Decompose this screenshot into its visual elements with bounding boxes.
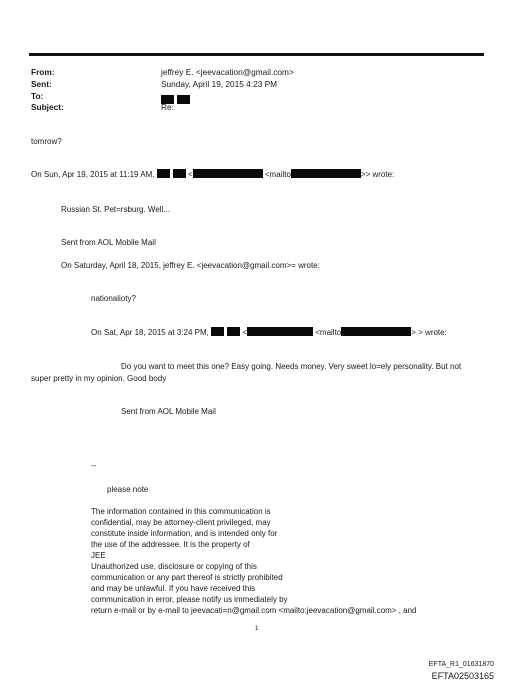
notice-line: return e-mail or by e-mail to jeevacati=n@gmail.com <mailto:jeevacation@gmail.com> , and bbox=[91, 606, 417, 615]
bates-id-2: EFTA02503165 bbox=[431, 671, 494, 681]
notice-line: communication or any part thereof is strictly prohibited bbox=[91, 573, 283, 582]
quote-header-1 bbox=[31, 169, 394, 180]
redaction-block bbox=[173, 169, 186, 178]
redaction-block bbox=[247, 327, 313, 336]
sent-value: Sunday, April 19, 2015 4:23 PM bbox=[161, 79, 278, 89]
quoted-text: Russian St. Pet=rsburg. Well... bbox=[61, 205, 171, 214]
quote-header-1-lt: < bbox=[187, 170, 193, 179]
quote-header-3-lt: < bbox=[242, 328, 247, 337]
subject-value: Re: bbox=[161, 102, 174, 112]
quote-header-1-suffix: >> wrote: bbox=[360, 170, 395, 179]
to-label: To: bbox=[31, 91, 44, 101]
notice-line: constitute inside information, and is intended only for bbox=[91, 529, 278, 538]
notice-line: JEE bbox=[91, 551, 106, 560]
redaction-block bbox=[193, 169, 263, 178]
redaction-block bbox=[291, 169, 361, 178]
message-text: tomrow? bbox=[31, 137, 62, 146]
header-rule bbox=[29, 53, 484, 56]
quote-header-1-prefix: On Sun, Apr 19, 2015 at 11:19 AM, bbox=[31, 170, 155, 179]
quote-header-3 bbox=[91, 327, 447, 338]
redaction-block bbox=[227, 327, 240, 336]
notice-line: Unauthorized use, disclosure or copying of this bbox=[91, 562, 257, 571]
subject-label: Subject: bbox=[31, 102, 64, 112]
signature-aol-2: Sent from AOL Mobile Mail bbox=[121, 407, 216, 416]
redaction-block bbox=[157, 169, 170, 178]
from-label: From: bbox=[31, 67, 55, 77]
notice-line: The information contained in this communication is bbox=[91, 507, 271, 516]
notice-line: the use of the addressee. It is the property of bbox=[91, 540, 250, 549]
notice-line: and may be unlawful. If you have received this bbox=[91, 584, 256, 593]
quote-header-3-mailto: <mailto bbox=[315, 328, 342, 337]
separator-dashes: -- bbox=[91, 461, 97, 470]
from-value: jeffrey E. <jeevacation@gmail.com> bbox=[161, 67, 294, 77]
sent-label: Sent: bbox=[31, 79, 52, 89]
quoted-text-2: nationalioty? bbox=[91, 294, 136, 303]
quoted-paragraph-line-1: Do you want to meet this one? Easy going. Needs money. Very sweet lo=ely personality. But not bbox=[121, 362, 462, 371]
signature-aol-1: Sent from AOL Mobile Mail bbox=[61, 238, 156, 247]
redaction-block bbox=[211, 327, 224, 336]
quote-header-1-mailto: <mailto bbox=[264, 170, 291, 179]
notice-line: communication in error, please notify us immediately by bbox=[91, 595, 288, 604]
redaction-block bbox=[341, 327, 411, 336]
notice-line: confidential, may be attorney-client privileged, may bbox=[91, 518, 271, 527]
quote-header-3-prefix: On Sat, Apr 18, 2015 at 3:24 PM, bbox=[91, 328, 209, 337]
quote-header-2: On Saturday, April 18, 2015, jeffrey E. <jeevacation@gmail.com>= wrote: bbox=[61, 261, 320, 270]
quoted-paragraph-line-2: super pretty in my opinion. Good body bbox=[31, 374, 167, 383]
bates-id-1: EFTA_R1_01631870 bbox=[428, 661, 494, 668]
please-note: please note bbox=[107, 485, 149, 494]
confidentiality-notice bbox=[91, 506, 417, 616]
page-number: 1 bbox=[255, 626, 259, 632]
redaction-block bbox=[177, 95, 190, 104]
quote-header-3-suffix: > > wrote: bbox=[411, 328, 447, 337]
